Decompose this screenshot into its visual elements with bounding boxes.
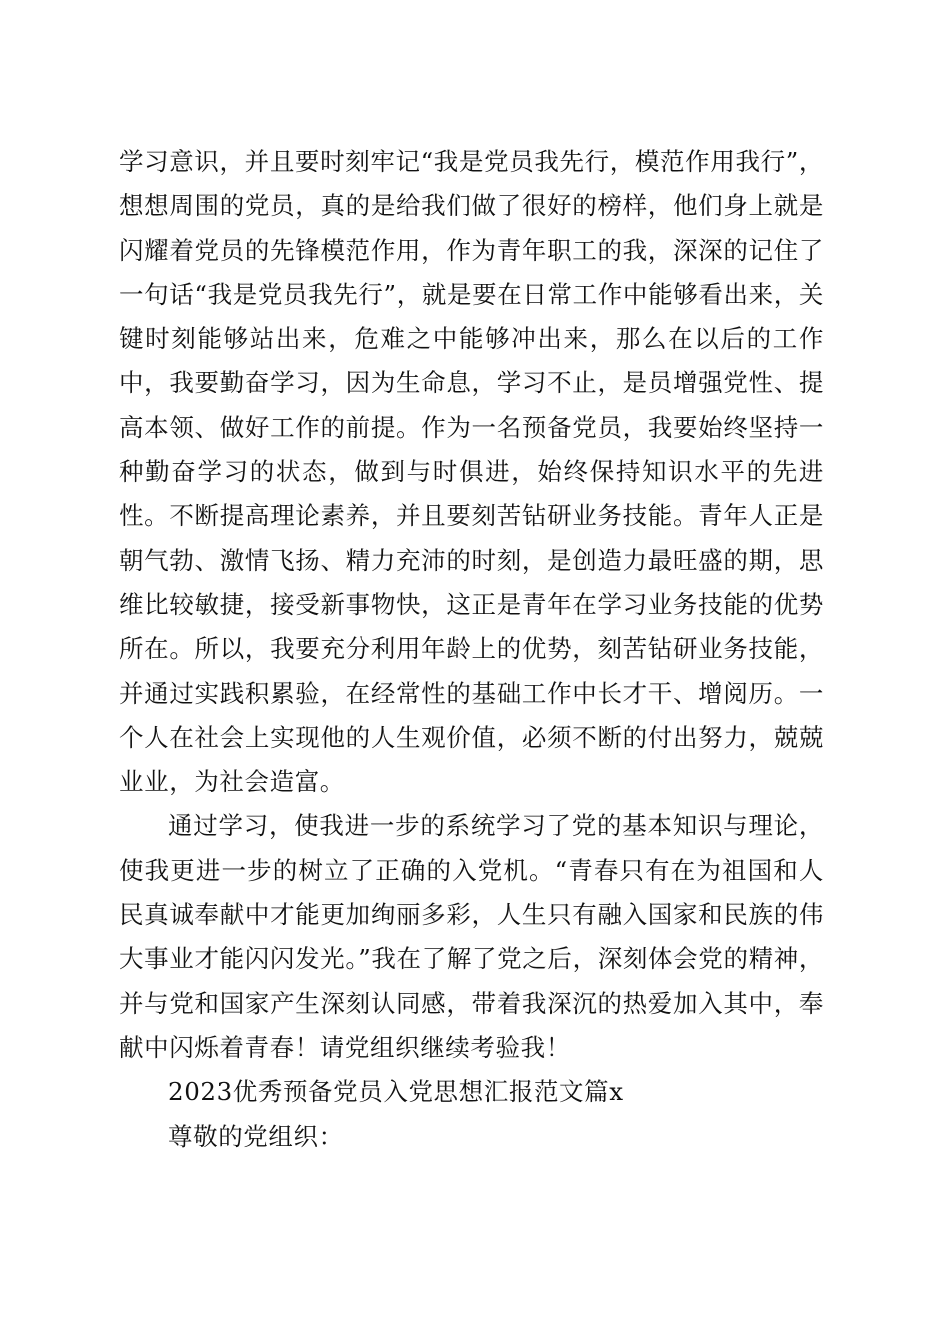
- document-body: [119, 140, 824, 1159]
- body-paragraph-continued: 学习意识，并且要时刻牢记“我是党员我先行，模范作用我行”，想想周围的党员，真的是给我们做了很好的榜样，他们身上就是闪耀着党员的先锋模范作用，作为青年职工的我，深深的记住了一句话“我是党员我先行”，就是要在日常工作中能够看出来，关键时刻能够站出来，危难之中能够冲出来，那么在以后的工作中，我要勤奋学习，因为生命息，学习不止，是员增强党性、提高本领、做好工作的前提。作为一名预备党员，我要始终坚持一种勤奋学习的状态，做到与时俱进，始终保持知识水平的先进性。不断提高理论素养，并且要刻苦钻研业务技能。青年人正是朝气勃、激情飞扬、精力充沛的时刻，是创造力最旺盛的期，思维比较敏捷，接受新事物快，这正是青年在学习业务技能的优势所在。所以，我要充分利用年龄上的优势，刻苦钻研业务技能，并通过实践积累验，在经常性的基础工作中长才干、增阅历。一个人在社会上实现他的人生观价值，必须不断的付出努力，兢兢业业，为社会造富。: [119, 147, 824, 797]
- section-heading: 2023优秀预备党员入党思想汇报范文篇x: [168, 1077, 624, 1107]
- salutation: 尊敬的党组织：: [168, 1121, 344, 1151]
- body-paragraph: 通过学习，使我进一步的系统学习了党的基本知识与理论，使我更进一步的树立了正确的入党机。“青春只有在为祖国和人民真诚奉献中才能更加绚丽多彩，人生只有融入国家和民族的伟大事业才能闪闪发光。”我在了解了党之后，深刻体会党的精神，并与党和国家产生深刻认同感，带着我深沉的热爱加入其中，奉献中闪烁着青春！请党组织继续考验我！: [119, 811, 824, 1062]
